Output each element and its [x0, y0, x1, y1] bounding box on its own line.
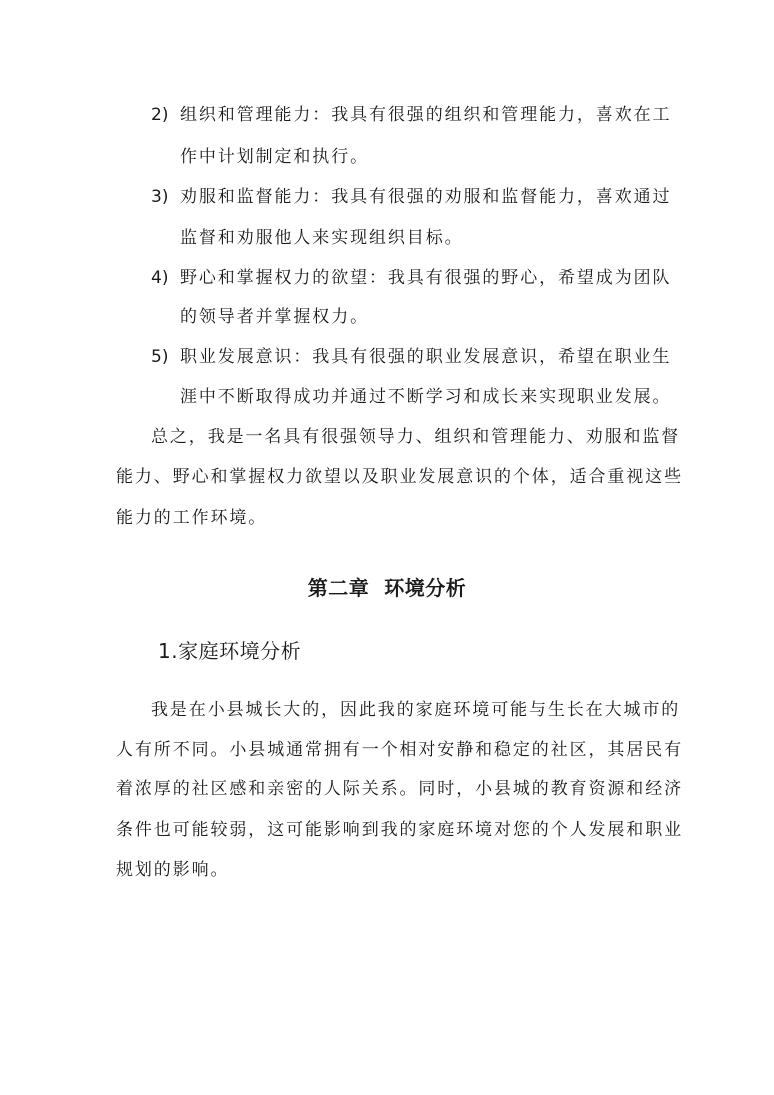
- summary-paragraph-line: 能力的工作环境。: [116, 508, 268, 528]
- list-item-number: 5): [151, 347, 169, 367]
- list-item-text: 野心和掌握权力的欲望：我具有很强的野心，希望成为团队: [180, 268, 672, 288]
- family-paragraph-line: 人有所不同。小县城通常拥有一个相对安静和稳定的社区，其居民有: [116, 740, 683, 760]
- list-item-number: 3): [151, 187, 169, 207]
- family-paragraph-line: 我是在小县城长大的，因此我的家庭环境可能与生长在大城市的: [151, 700, 681, 720]
- list-item-continuation: 涯中不断取得成功并通过不断学习和成长来实现职业发展。: [180, 387, 672, 407]
- list-item-text: 职业发展意识：我具有很强的职业发展意识，希望在职业生: [180, 347, 672, 367]
- list-item-continuation: 作中计划制定和执行。: [180, 147, 369, 167]
- family-paragraph-line: 着浓厚的社区感和亲密的人际关系。同时，小县城的教育资源和经济: [116, 779, 683, 799]
- list-item: [151, 186, 671, 208]
- list-item-continuation: 监督和劝服他人来实现组织目标。: [180, 228, 464, 248]
- summary-paragraph-line: 总之，我是一名具有很强领导力、组织和管理能力、劝服和监督: [151, 427, 681, 447]
- list-item-number: 4): [151, 268, 169, 288]
- summary-paragraph-line: 能力、野心和掌握权力欲望以及职业发展意识的个体，适合重视这些: [116, 467, 683, 487]
- list-item-text: 组织和管理能力：我具有很强的组织和管理能力，喜欢在工: [180, 105, 672, 125]
- family-paragraph-line: 规划的影响。: [116, 860, 230, 880]
- list-item: [151, 346, 671, 368]
- list-item-text: 劝服和监督能力：我具有很强的劝服和监督能力，喜欢通过: [180, 187, 672, 207]
- list-item: [151, 267, 671, 289]
- family-paragraph-line: 条件也可能较弱，这可能影响到我的家庭环境对您的个人发展和职业: [116, 820, 683, 840]
- list-item-continuation: 的领导者并掌握权力。: [180, 307, 369, 327]
- section-title: 1.家庭环境分析: [158, 639, 302, 663]
- chapter-title: 第二章 环境分析: [307, 576, 467, 600]
- list-item-number: 2): [151, 105, 169, 125]
- list-item: [151, 104, 671, 126]
